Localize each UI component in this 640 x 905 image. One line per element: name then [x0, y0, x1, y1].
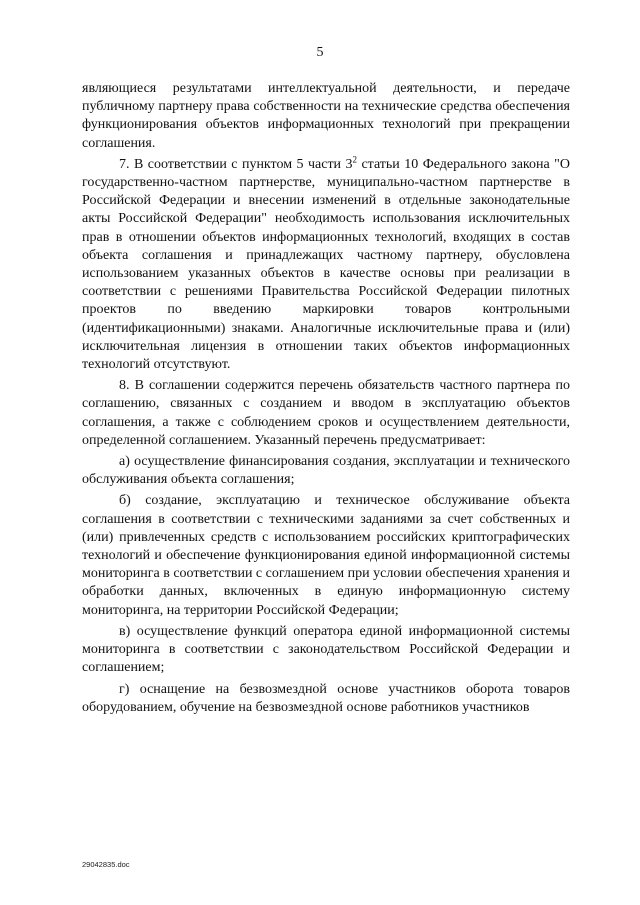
paragraph-7-superscript: 2	[352, 154, 357, 165]
document-body	[82, 80, 570, 720]
paragraph-7-rest: статьи 10 Федерального закона "О государственно-частном партнерстве, муниципально-частном партнерстве в Российской Федерации и внесении изменений в отдельные законодательные акты Российской Федерации" необходимость использования исключительных прав в отношении объектов информационных технологий, входящих в состав объекта соглашения и принадлежащих частному партнеру, обусловлена использованием указанных объектов в качестве основы при реализации в соответствии с решениями Правительства Российской Федерации пилотных проектов по введению маркировки товаров контрольными (идентификационными) знаками. Аналогичные исключительные права и (или) исключительная лицензия в отношении таких объектов информационных технологий отсутствуют.	[82, 156, 570, 373]
paragraph-continuation: являющиеся результатами интеллектуальной деятельности, и передаче публичному партнеру права собственности на технические средства обеспечения функционирования объектов информационных технологий при прекращении соглашения.	[82, 81, 570, 151]
paragraph-8-item-b: б) создание, эксплуатацию и техническое обслуживание объекта соглашения в соответствии с техническими заданиями за счет собственных и (или) привлеченных средств с использованием российских криптографических технологий и обеспечение функционирования единой информационной системы мониторинга в соответствии с соглашением при условии обеспечения хранения и обработки данных, включенных в единую информационную систему мониторинга, на территории Российской Федерации;	[82, 493, 571, 618]
paragraph-8: 8. В соглашении содержится перечень обязательств частного партнера по соглашению, связанных с созданием и вводом в эксплуатацию объектов соглашения, а также с соблюдением сроков и осуществлением деятельности, определенной соглашением. Указанный перечень предусматривает:	[82, 378, 570, 448]
page-number: 5	[316, 45, 324, 60]
footer-filename: 29042835.doc	[82, 860, 130, 869]
paragraph-8-item-a: а) осуществление финансирования создания, эксплуатации и технического обслуживания объекта соглашения;	[82, 454, 570, 488]
paragraph-8-item-g: г) оснащение на безвозмездной основе участников оборота товаров оборудованием, обучение на безвозмездной основе работников участников	[82, 681, 570, 715]
paragraph-7	[82, 156, 570, 374]
paragraph-7-start: 7. В соответствии с пунктом 5 части 3	[119, 156, 353, 172]
paragraph-8-item-v: в) осуществление функций оператора единой информационной системы мониторинга в соответствии с законодательством Российской Федерации и соглашением;	[82, 623, 570, 676]
